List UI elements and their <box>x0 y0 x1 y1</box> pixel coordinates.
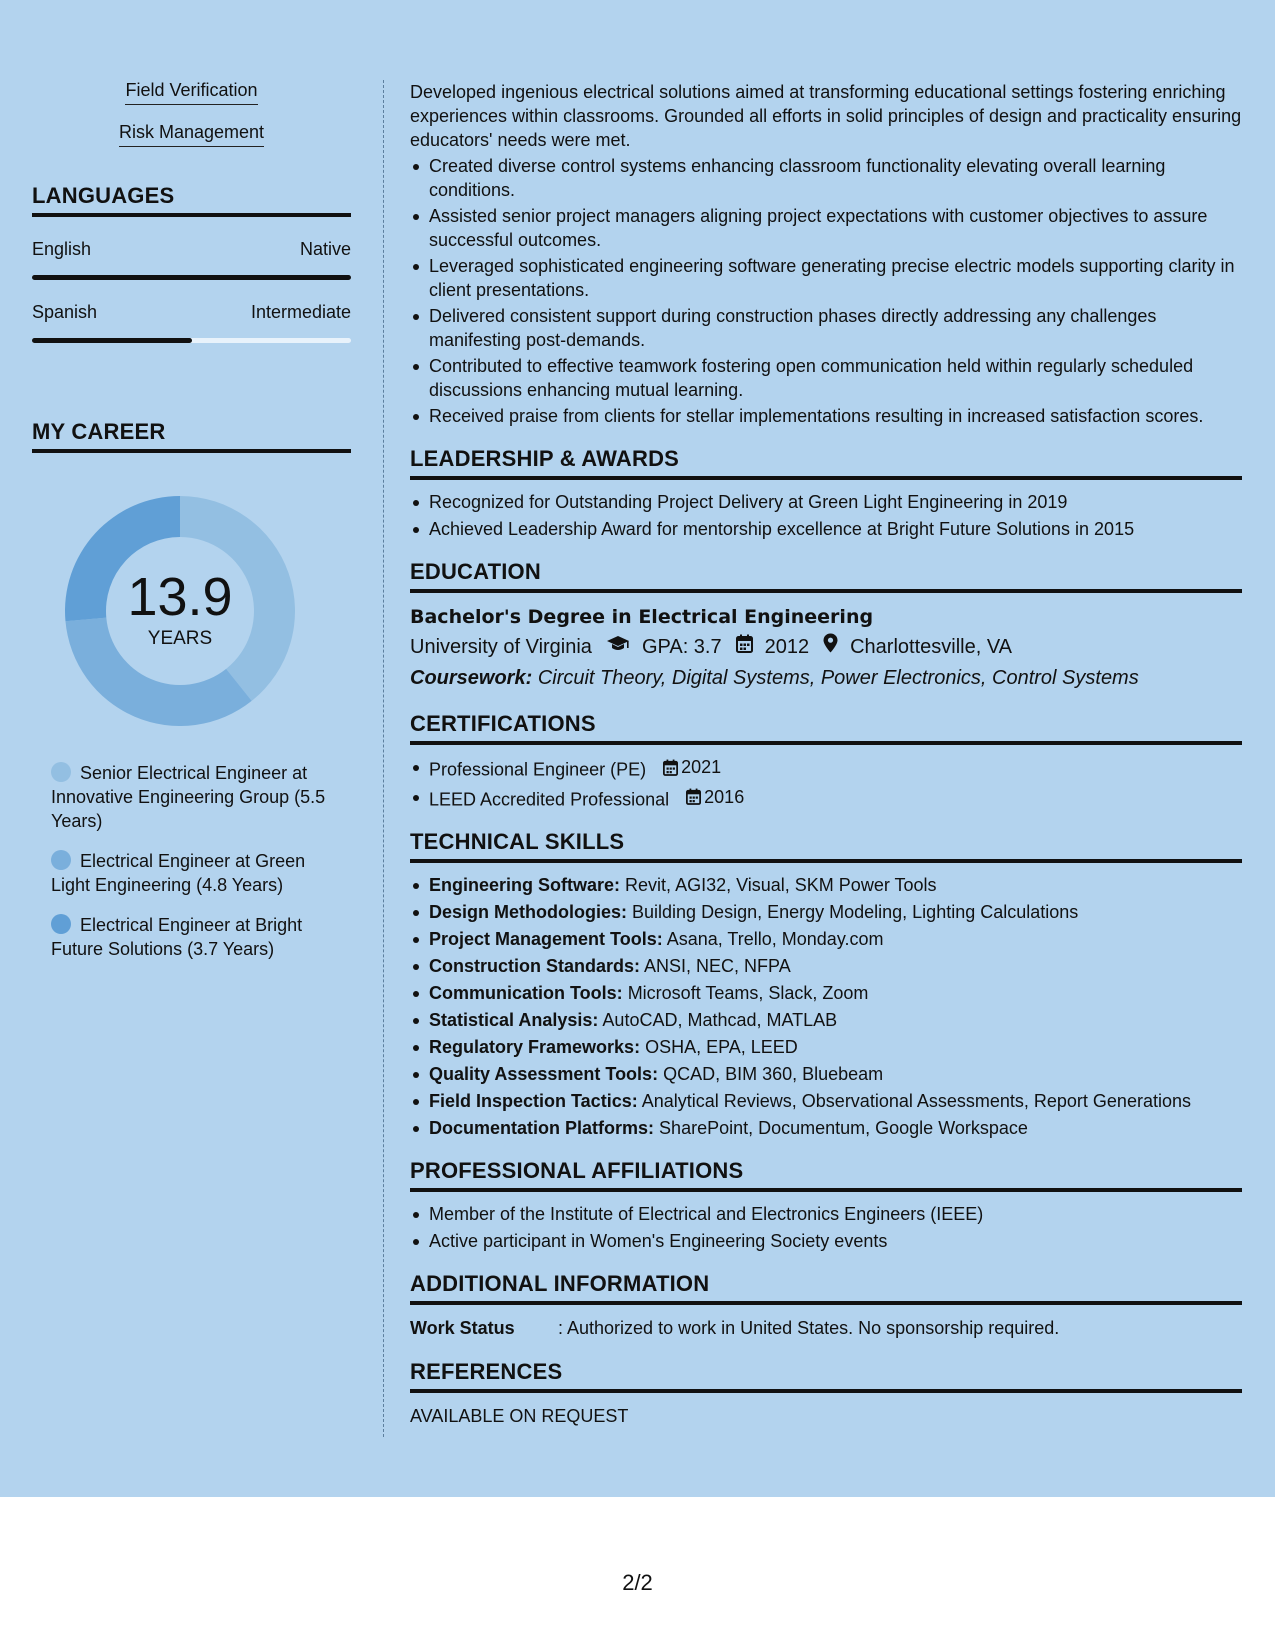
certification-item <box>429 755 1242 782</box>
skill-value: QCAD, BIM 360, Bluebeam <box>663 1064 884 1084</box>
language-name: Spanish <box>32 302 98 322</box>
career-legend <box>32 761 351 961</box>
language-name: English <box>32 239 92 259</box>
page-number: 2/2 <box>622 1570 653 1595</box>
skill-label: Engineering Software: <box>429 875 621 895</box>
language-spanish <box>32 302 351 343</box>
education-heading: EDUCATION <box>410 559 1242 593</box>
education-school: University of Virginia <box>410 636 592 658</box>
skill-value: AutoCAD, Mathcad, MATLAB <box>602 1010 838 1030</box>
affiliations-heading: PROFESSIONAL AFFILIATIONS <box>410 1158 1242 1192</box>
skill-value: Building Design, Energy Modeling, Lighting Calculations <box>632 902 1079 922</box>
leadership-item: Recognized for Outstanding Project Delivery at Green Light Engineering in 2019 <box>429 490 1242 514</box>
certification-year: 2021 <box>681 757 722 777</box>
career-legend-item <box>51 849 341 897</box>
skill-item <box>429 1008 1242 1032</box>
experience-bullet: Created diverse control systems enhancing classroom functionality elevating overall learning conditions. <box>429 154 1242 202</box>
map-pin-icon <box>823 631 838 663</box>
skill-value: Analytical Reviews, Observational Assessments, Report Generations <box>641 1091 1191 1111</box>
skill-label: Documentation Platforms: <box>429 1118 655 1138</box>
work-status-value: : Authorized to work in United States. No sponsorship required. <box>558 1318 1060 1338</box>
certification-item <box>429 785 1242 812</box>
skill-label: Project Management Tools: <box>429 929 663 949</box>
skill-tag <box>32 122 351 147</box>
skill-value: SharePoint, Documentum, Google Workspace <box>659 1118 1028 1138</box>
education-details <box>410 631 1242 663</box>
skills-heading: TECHNICAL SKILLS <box>410 829 1242 863</box>
skill-label: Communication Tools: <box>429 983 623 1003</box>
affiliations-list <box>410 1202 1242 1253</box>
skill-value: Revit, AGI32, Visual, SKM Power Tools <box>625 875 937 895</box>
calendar-icon <box>663 759 678 776</box>
skill-value: OSHA, EPA, LEED <box>645 1037 798 1057</box>
experience-summary: Developed ingenious electrical solutions aimed at transforming educational settings fostering enriching experiences within classrooms. Grounded all efforts in solid principles of design and practicality ensuring educators' needs were met. <box>410 82 1242 150</box>
main-content <box>410 80 1242 1429</box>
leadership-list <box>410 490 1242 541</box>
experience-bullet: Contributed to effective teamwork fostering open communication held within regularly scheduled discussions enhancing mutual learning. <box>429 354 1242 402</box>
skill-value: Asana, Trello, Monday.com <box>666 929 884 949</box>
skill-item <box>429 927 1242 951</box>
certification-name: LEED Accredited Professional <box>429 789 670 809</box>
skill-label: Field Inspection Tactics: <box>429 1091 638 1111</box>
skill-item <box>429 873 1242 897</box>
career-legend-item <box>51 761 341 833</box>
skill-item <box>429 981 1242 1005</box>
experience-bullet: Leveraged sophisticated engineering software generating precise electric models supporting clarity in client presentations. <box>429 254 1242 302</box>
work-status-row <box>410 1315 1242 1341</box>
certifications-list <box>410 755 1242 811</box>
coursework-label: Coursework: <box>410 667 533 689</box>
education-location: Charlottesville, VA <box>850 636 1013 658</box>
calendar-icon <box>686 788 701 805</box>
legend-label: Electrical Engineer at Bright Future Solutions (3.7 Years) <box>51 915 303 959</box>
skill-value: Microsoft Teams, Slack, Zoom <box>627 983 869 1003</box>
career-legend-item <box>51 913 341 961</box>
proficiency-bar <box>32 338 351 343</box>
education-year: 2012 <box>764 636 810 658</box>
certifications-heading: CERTIFICATIONS <box>410 711 1242 745</box>
skill-item <box>429 1116 1242 1140</box>
career-total-unit: YEARS <box>147 628 213 649</box>
donut-center <box>65 496 295 726</box>
skill-tag-label: Risk Management <box>119 122 264 147</box>
experience-bullets <box>410 154 1242 428</box>
skill-label: Statistical Analysis: <box>429 1010 599 1030</box>
affiliation-item: Member of the Institute of Electrical and Electronics Engineers (IEEE) <box>429 1202 1242 1226</box>
additional-info-heading: ADDITIONAL INFORMATION <box>410 1271 1242 1305</box>
work-status-label: Work Status <box>410 1318 515 1338</box>
career-heading: MY CAREER <box>32 419 351 453</box>
proficiency-fill <box>32 338 192 343</box>
career-donut-chart <box>65 496 295 726</box>
proficiency-fill <box>32 275 351 280</box>
skill-tag-label: Field Verification <box>125 80 257 105</box>
affiliation-item: Active participant in Women's Engineering Society events <box>429 1229 1242 1253</box>
certification-name: Professional Engineer (PE) <box>429 759 647 780</box>
graduation-cap-icon <box>606 631 630 663</box>
references-heading: REFERENCES <box>410 1359 1242 1393</box>
education-coursework <box>410 663 1242 693</box>
skill-item <box>429 900 1242 924</box>
education-degree: Bachelor's Degree in Electrical Engineering <box>410 606 874 628</box>
skill-item <box>429 954 1242 978</box>
calendar-icon <box>736 631 753 663</box>
skill-value: ANSI, NEC, NFPA <box>644 956 791 976</box>
skill-tag <box>32 80 351 105</box>
legend-dot <box>51 762 71 782</box>
proficiency-bar <box>32 275 351 280</box>
experience-bullet: Assisted senior project managers aligning project expectations with customer objectives to assure successful outcomes. <box>429 204 1242 252</box>
skill-item <box>429 1035 1242 1059</box>
references-text: AVAILABLE ON REQUEST <box>410 1406 629 1426</box>
experience-bullet: Delivered consistent support during construction phases directly addressing any challenges manifesting post-demands. <box>429 304 1242 352</box>
leadership-heading: LEADERSHIP & AWARDS <box>410 446 1242 480</box>
legend-dot <box>51 850 71 870</box>
skill-label: Design Methodologies: <box>429 902 627 922</box>
skill-label: Regulatory Frameworks: <box>429 1037 641 1057</box>
skill-item <box>429 1089 1242 1113</box>
certification-year: 2016 <box>704 786 745 807</box>
coursework-value: Circuit Theory, Digital Systems, Power Electronics, Control Systems <box>537 667 1139 689</box>
skill-item <box>429 1062 1242 1086</box>
language-level: Native <box>299 239 351 259</box>
leadership-item: Achieved Leadership Award for mentorship excellence at Bright Future Solutions in 2015 <box>429 517 1242 541</box>
sidebar <box>32 80 351 977</box>
language-english <box>32 239 351 280</box>
experience-bullet: Received praise from clients for stellar implementations resulting in increased satisfaction scores. <box>429 404 1242 428</box>
skills-list <box>410 873 1242 1140</box>
education-gpa: GPA: 3.7 <box>641 636 722 658</box>
skill-label: Construction Standards: <box>429 956 641 976</box>
career-total-years: 13.9 <box>127 567 233 627</box>
skill-label: Quality Assessment Tools: <box>429 1064 659 1084</box>
legend-label: Electrical Engineer at Green Light Engineering (4.8 Years) <box>51 851 306 895</box>
legend-label: Senior Electrical Engineer at Innovative Engineering Group (5.5 Years) <box>51 763 326 831</box>
languages-heading: LANGUAGES <box>32 183 351 217</box>
language-level: Intermediate <box>250 302 351 322</box>
column-divider <box>383 80 384 1437</box>
legend-dot <box>51 914 71 934</box>
